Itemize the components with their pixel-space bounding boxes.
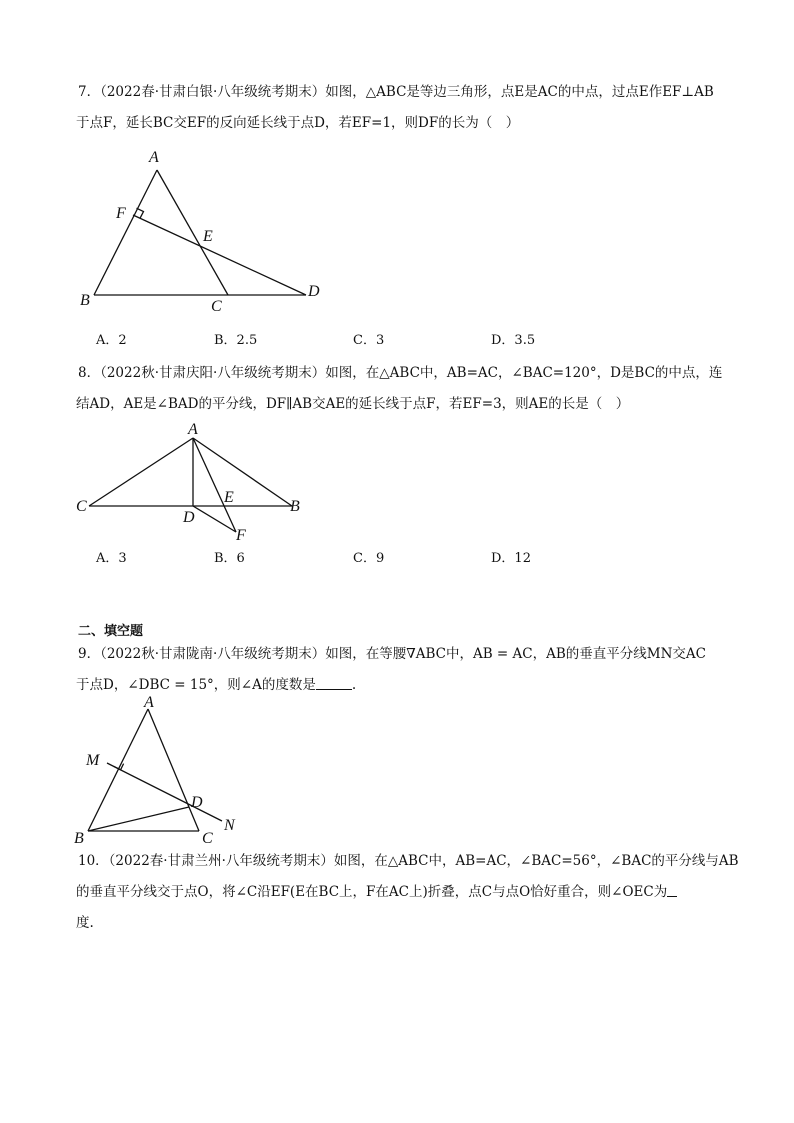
q9-line2-text: 于点D，∠DBC = 15°，则∠A的度数是	[76, 677, 316, 693]
q7-line1: 7．（2022春·甘肃白银·八年级统考期末）如图，△ABC是等边三角形，点E是AC的中点，过点E作EF⊥AB	[78, 84, 714, 100]
q8-line2: 结AD，AE是∠BAD的平分线，DF∥AB交AE的延长线于点F，若EF=3，则AE的长是（ ）	[76, 396, 630, 412]
q7-option-c: C．3	[353, 333, 385, 348]
q7-label-A: A	[149, 149, 159, 166]
q8-label-F: F	[236, 527, 246, 544]
section-title: 二、填空题	[78, 624, 144, 639]
q9-line2	[76, 676, 356, 694]
q9-segment-AC	[148, 709, 199, 831]
q8-line1: 8．（2022秋·甘肃庆阳·八年级统考期末）如图，在△ABC中，AB=AC，∠BAC=120°，D是BC的中点，连	[78, 365, 723, 381]
q9-label-N: N	[224, 817, 235, 834]
q7-label-E: E	[203, 228, 213, 245]
q10-line1: 10．（2022春·甘肃兰州·八年级统考期末）如图，在△ABC中，AB=AC，∠BAC=56°，∠BAC的平分线与AB	[78, 853, 739, 869]
q8-label-A: A	[188, 421, 198, 438]
q8-option-c: C．9	[353, 551, 385, 566]
q8-label-B: B	[290, 498, 300, 515]
q10-line3: 度.	[76, 915, 94, 931]
q7-option-a: A．2	[96, 333, 127, 348]
q7-segment-FD	[133, 215, 306, 295]
q9-label-B: B	[74, 830, 84, 847]
q8-option-a: A．3	[96, 551, 127, 566]
q7-segment-AC	[157, 170, 228, 295]
q8-option-d: D．12	[491, 551, 531, 566]
q9-line2-end: .	[351, 677, 357, 693]
q9-label-M: M	[86, 752, 100, 769]
q9-label-A: A	[144, 694, 154, 711]
q7-label-D: D	[308, 283, 320, 300]
q8-label-C: C	[76, 498, 87, 515]
q7-label-C: C	[211, 298, 222, 315]
q7-label-B: B	[80, 292, 90, 309]
q10-answer-blank[interactable]	[667, 884, 677, 897]
q9-label-D: D	[191, 794, 203, 811]
q10-line2	[76, 883, 677, 901]
q7-option-b: B．2.5	[214, 333, 258, 348]
q9-right-angle-mark	[114, 764, 124, 770]
q10-line2-text: 的垂直平分线交于点O，将∠C沿EF(E在BC上，F在AC上)折叠，点C与点O恰好重合，则∠OEC为	[76, 884, 668, 900]
q8-option-b: B．6	[214, 551, 245, 566]
q9-figure	[72, 694, 252, 847]
q9-answer-blank[interactable]	[316, 677, 352, 690]
q7-line2: 于点F，延长BC交EF的反向延长线于点D，若EF=1，则DF的长为（ ）	[76, 115, 520, 131]
q7-option-d: D．3.5	[491, 333, 536, 348]
q7-segment-AB	[94, 170, 157, 295]
q7-label-F: F	[116, 205, 126, 222]
q9-segment-BD	[88, 807, 189, 831]
q9-line1: 9．（2022秋·甘肃陇南·八年级统考期末）如图，在等腰∇ABC中，AB = AC，AB的垂直平分线MN交AC	[78, 646, 706, 662]
q8-segment-AC	[89, 438, 193, 506]
q9-label-C: C	[202, 830, 213, 847]
q8-figure	[74, 418, 314, 543]
q8-label-D: D	[183, 509, 195, 526]
q7-figure	[78, 145, 338, 315]
q9-segment-AB	[88, 709, 148, 831]
q8-label-E: E	[224, 489, 234, 506]
